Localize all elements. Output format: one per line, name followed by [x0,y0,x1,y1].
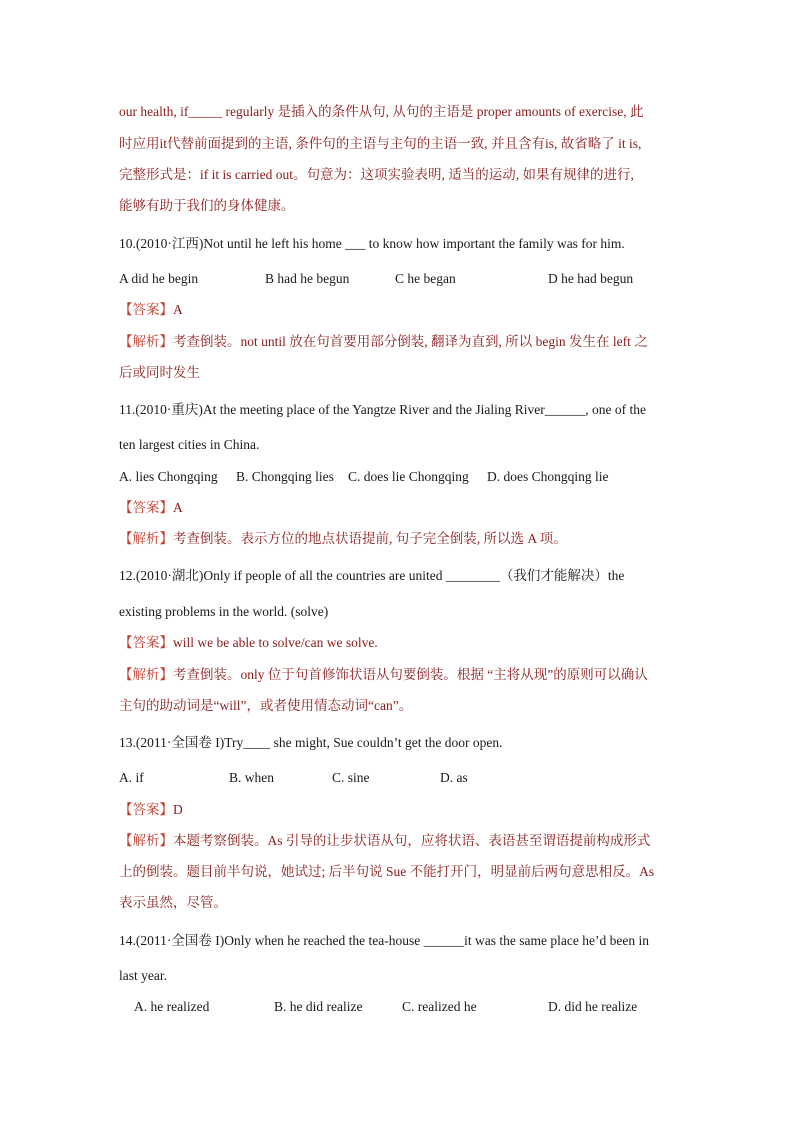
q11-analysis-1 [119,530,567,548]
explanation-line-4: 能够有助于我们的身体健康。 [119,198,295,213]
answer-tag: 【答案】 [119,302,173,317]
q11-answer [119,499,183,517]
q12-answer [119,634,378,652]
q11-option-b: B. Chongqing lies [236,469,334,484]
q13-option-d: D. as [440,770,468,785]
q10-stem: 10.(2010·江西)Not until he left his home ___ to know how important the family was for him. [119,236,625,251]
q13-option-a: A. if [119,770,144,785]
q13-stem: 13.(2011·全国卷 I)Try____ she might, Sue couldn’t get the door open. [119,735,503,750]
answer-tag: 【答案】 [119,635,173,650]
q14-option-c: C. realized he [402,999,477,1014]
q10-analysis-1 [119,333,648,351]
analysis-tag: 【解析】 [119,667,173,682]
q13-analysis-3: 表示虽然，尽管。 [119,895,227,910]
q13-analysis-2: 上的倒装。题目前半句说，她试过; 后半句说 Sue 不能打开门，明显前后两句意思相反。As [119,864,655,879]
q14-stem-1: 14.(2011·全国卷 I)Only when he reached the tea-house ______it was the same place he’d been in [119,933,649,948]
q10-option-c: C he began [395,271,456,286]
answer-value: D [173,802,183,817]
answer-tag: 【答案】 [119,802,173,817]
q14-option-b: B. he did realize [274,999,363,1014]
analysis-text: 考查倒装。only 位于句首修饰状语从句要倒装。根据 “主将从现”的原则可以确认 [173,667,648,682]
analysis-text: 本题考察倒装。As 引导的让步状语从句，应将状语、表语甚至谓语提前构成形式 [173,833,651,848]
q14-stem-2: last year. [119,968,167,983]
q14-option-d: D. did he realize [548,999,638,1014]
q11-stem-1: 11.(2010·重庆)At the meeting place of the Yangtze River and the Jialing River______, one of the [119,402,647,417]
answer-value: A [173,500,183,515]
q10-answer [119,301,183,319]
answer-tag: 【答案】 [119,500,173,515]
answer-value: will we be able to solve/can we solve. [173,635,378,650]
analysis-text: 考查倒装。表示方位的地点状语提前, 句子完全倒装, 所以选 A 项。 [173,531,567,546]
q13-option-c: C. sine [332,770,370,785]
q13-analysis-1 [119,832,650,850]
q11-option-c: C. does lie Chongqing [348,469,469,484]
q10-option-b: B had he begun [265,271,350,286]
answer-value: A [173,302,183,317]
q13-option-b: B. when [229,770,274,785]
analysis-tag: 【解析】 [119,531,173,546]
q12-analysis-2: 主句的助动词是“will”，或者使用情态动词“can”。 [119,698,413,713]
q11-option-a: A. lies Chongqing [119,469,218,484]
q10-option-d: D he had begun [548,271,634,286]
explanation-line-3: 完整形式是：if it is carried out。句意为：这项实验表明, 适当的运动, 如果有规律的进行, [119,167,634,182]
q10-option-a: A did he begin [119,271,199,286]
q12-stem-1: 12.(2010·湖北)Only if people of all the countries are united ________（我们才能解决）the [119,568,625,583]
q11-option-d: D. does Chongqing lie [487,469,609,484]
analysis-text: 考查倒装。not until 放在句首要用部分倒装, 翻译为直到, 所以 begin 发生在 left 之 [173,334,648,349]
explanation-line-2: 时应用it代替前面提到的主语, 条件句的主语与主句的主语一致, 并且含有is, 故省略了 it is, [119,136,642,151]
analysis-tag: 【解析】 [119,833,173,848]
q11-stem-2: ten largest cities in China. [119,437,260,452]
q12-analysis-1 [119,666,648,684]
explanation-line-1: our health, if_____ regularly 是插入的条件从句, 从句的主语是 proper amounts of exercise, 此 [119,104,644,119]
q12-stem-2: existing problems in the world. (solve) [119,604,329,619]
analysis-tag: 【解析】 [119,334,173,349]
q13-answer [119,801,183,819]
q10-analysis-2: 后或同时发生 [119,365,200,380]
q14-option-a: A. he realized [134,999,210,1014]
